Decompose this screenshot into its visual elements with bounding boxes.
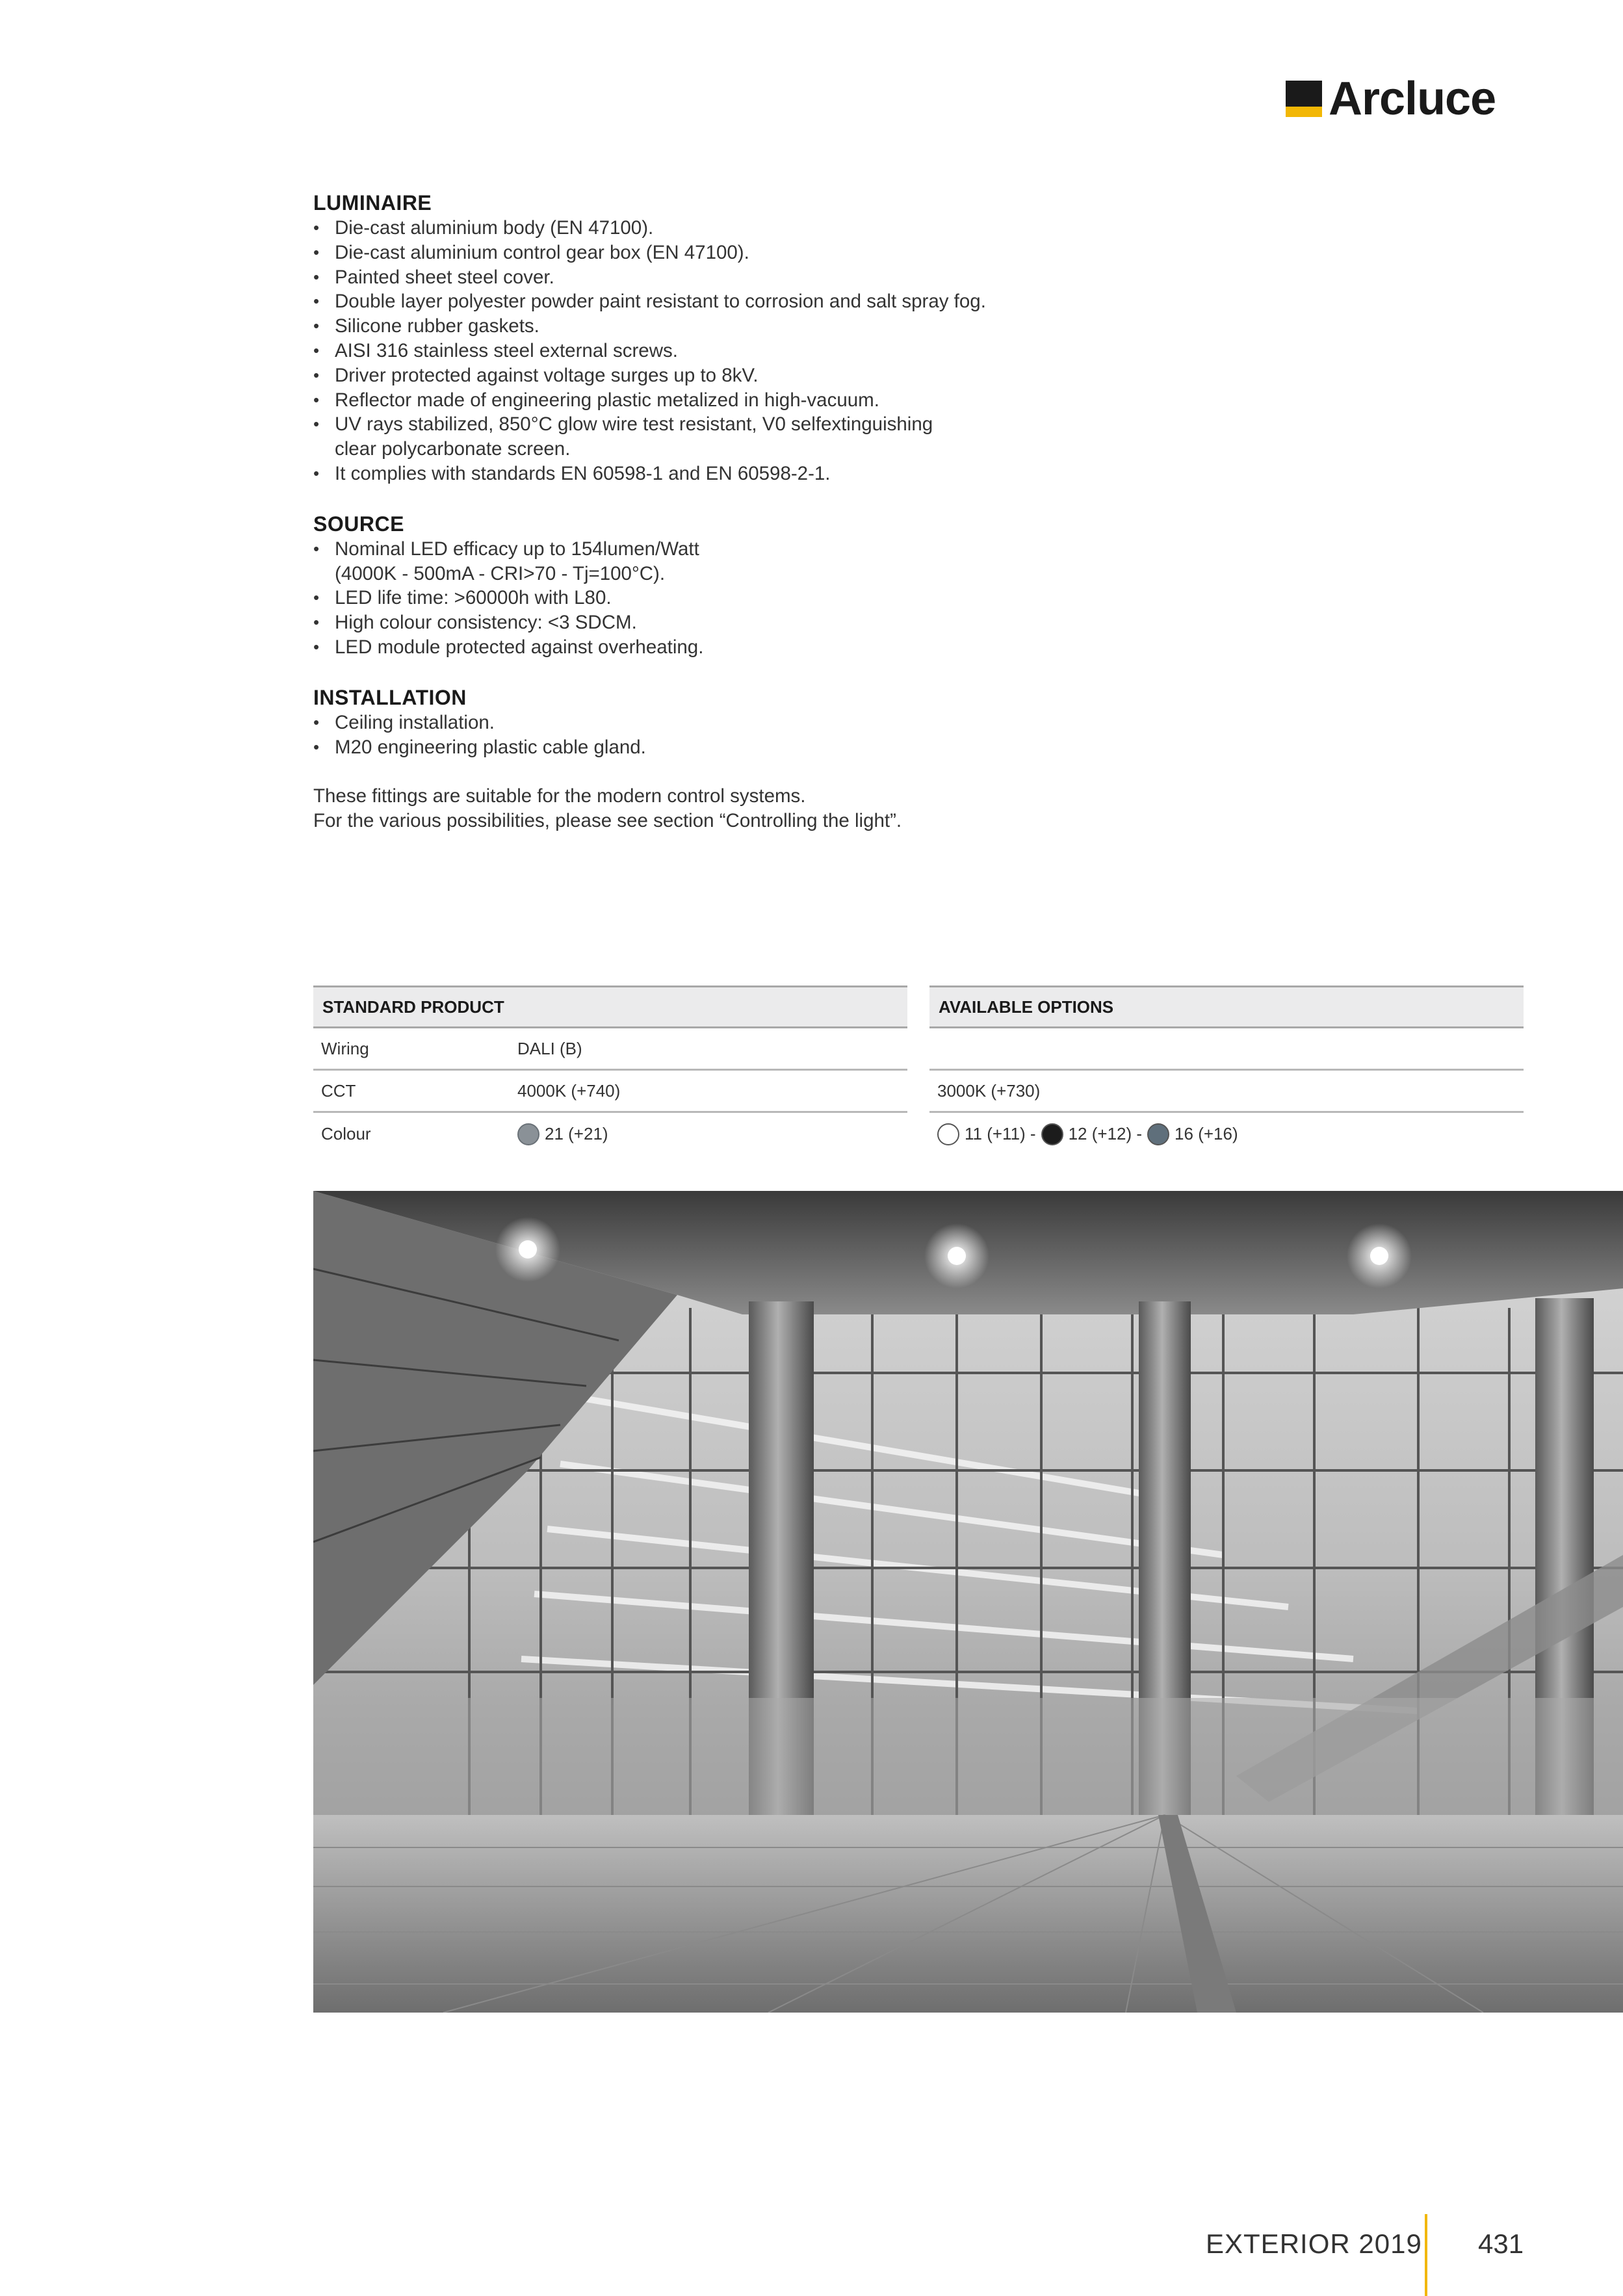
architecture-photo [313, 1191, 1623, 2013]
table-row-wiring [313, 1028, 907, 1071]
list-item: • Silicone rubber gaskets. [313, 314, 1093, 339]
list-item: • AISI 316 stainless steel external screws. [313, 339, 1093, 363]
colour-swatch-icon [517, 1123, 539, 1145]
row-label: CCT [321, 1080, 356, 1101]
section-luminaire [313, 190, 1093, 486]
table-row-wiring-option [929, 1028, 1524, 1071]
section-title: INSTALLATION [313, 685, 467, 709]
list-item: • Double layer polyester powder paint resistant to corrosion and salt spray fog. [313, 289, 1093, 314]
list-item: • Driver protected against voltage surges up to 8kV. [313, 363, 1093, 388]
bullet-list [313, 216, 1093, 486]
list-item: • M20 engineering plastic cable gland. [313, 735, 1093, 760]
table-row-colour-options [929, 1113, 1524, 1155]
list-item-line: clear polycarbonate screen. [335, 438, 571, 460]
colour-code: 11 (+11) - [965, 1124, 1036, 1143]
standard-product-table [313, 985, 907, 1155]
list-item: • Reflector made of engineering plastic metalized in high-vacuum. [313, 388, 1093, 413]
note-line: For the various possibilities, please see section “Controlling the light”. [313, 810, 902, 832]
row-value: 4000K (+740) [517, 1080, 621, 1101]
row-value: DALI (B) [517, 1038, 582, 1058]
list-item [313, 537, 1093, 586]
standard-product-header: STANDARD PRODUCT [313, 985, 907, 1028]
spec-sections [313, 190, 1093, 833]
list-item: • Ceiling installation. [313, 711, 1093, 735]
brand-name: Arcluce [1329, 73, 1496, 125]
colour-code: 16 (+16) [1175, 1124, 1238, 1143]
list-item: • Die-cast aluminium control gear box (EN 47100). [313, 241, 1093, 265]
note-line: These fittings are suitable for the modern control systems. [313, 785, 806, 807]
bullet-list [313, 537, 1093, 660]
list-item: • LED life time: >60000h with L80. [313, 586, 1093, 610]
bullet-list [313, 711, 1093, 760]
footer-catalog-label: EXTERIOR 2019 [1206, 2228, 1422, 2259]
colour-swatch-icon [937, 1123, 959, 1145]
list-item: • High colour consistency: <3 SDCM. [313, 610, 1093, 635]
list-item-line: (4000K - 500mA - CRI>70 - Tj=100°C). [335, 562, 666, 584]
list-item: • Painted sheet steel cover. [313, 265, 1093, 290]
colour-code: 12 (+12) - [1068, 1124, 1143, 1143]
section-installation [313, 685, 1093, 760]
row-value [517, 1123, 608, 1145]
section-title: SOURCE [313, 512, 404, 536]
table-row-colour [313, 1113, 907, 1155]
list-item: • LED module protected against overheating. [313, 635, 1093, 660]
logo-mark-icon [1286, 81, 1322, 117]
colour-swatch-icon [1147, 1123, 1169, 1145]
list-item-line: • UV rays stabilized, 850°C glow wire test resistant, V0 selfextinguishing [335, 413, 933, 436]
brand-logo [1286, 73, 1496, 125]
row-label: Wiring [321, 1038, 369, 1058]
table-row-cct [313, 1071, 907, 1113]
list-item-line: • Nominal LED efficacy up to 154lumen/Watt [335, 538, 699, 560]
available-options-header: AVAILABLE OPTIONS [929, 985, 1524, 1028]
list-item: • It complies with standards EN 60598-1 and EN 60598-2-1. [313, 462, 1093, 486]
colour-code: 21 (+21) [545, 1124, 608, 1143]
page-number: 431 [1478, 2228, 1524, 2259]
section-title: LUMINAIRE [313, 191, 432, 215]
control-systems-note [313, 784, 1093, 833]
section-source [313, 511, 1093, 660]
colour-options [937, 1123, 1243, 1145]
list-item: • Die-cast aluminium body (EN 47100). [313, 216, 1093, 241]
available-options-table [929, 985, 1524, 1155]
list-item [313, 412, 1093, 462]
colour-swatch-icon [1041, 1123, 1063, 1145]
row-label: Colour [321, 1124, 371, 1143]
table-row-cct-option [929, 1071, 1524, 1113]
row-value: 3000K (+730) [937, 1080, 1041, 1101]
footer-divider [1425, 2214, 1427, 2296]
